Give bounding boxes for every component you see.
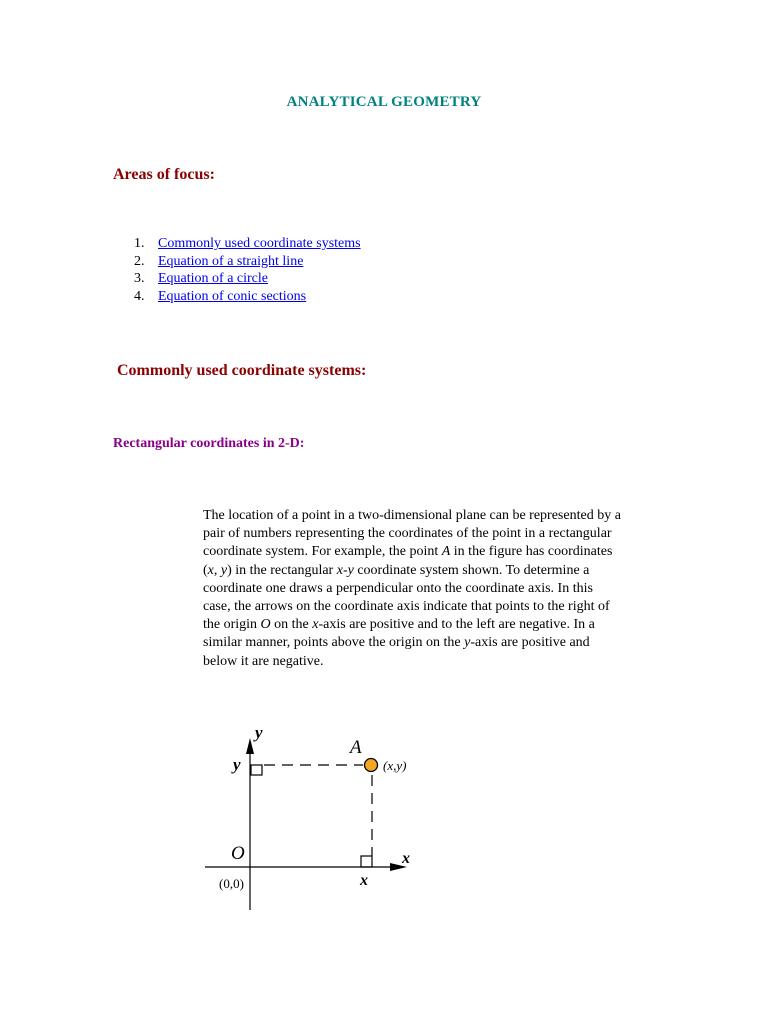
paragraph-line: similar manner, points above the origin on the y-axis are positive and <box>203 635 590 651</box>
point-a-label: A <box>350 737 362 758</box>
table-of-contents <box>134 235 361 306</box>
rectangular-coordinates-heading: Rectangular coordinates in 2-D: <box>113 436 305 451</box>
paragraph-line: coordinate system. For example, the point A in the figure has coordinates <box>203 544 613 560</box>
right-angle-marker-y <box>251 765 262 775</box>
paragraph-line: case, the arrows on the coordinate axis indicate that points to the right of <box>203 599 610 615</box>
origin-coordinates-label: (0,0) <box>219 876 244 891</box>
coordinate-system-figure <box>200 720 430 915</box>
y-tick-label: y <box>233 755 241 774</box>
toc-link-conic-sections[interactable]: Equation of conic sections <box>158 289 307 305</box>
origin-label: O <box>231 843 245 864</box>
paragraph-line: coordinate one draws a perpendicular onto the coordinate axis. In this <box>203 580 593 596</box>
toc-item <box>134 270 361 288</box>
paragraph-line: below it are negative. <box>203 653 324 669</box>
toc-link-straight-line[interactable]: Equation of a straight line <box>158 253 304 269</box>
paragraph-line: The location of a point in a two-dimensional plane can be represented by a <box>203 508 621 523</box>
paragraph-line: the origin O on the x-axis are positive and to the left are negative. In a <box>203 617 595 633</box>
y-axis-arrowhead <box>246 738 254 754</box>
coordinate-systems-heading: Commonly used coordinate systems: <box>117 362 367 379</box>
toc-item <box>134 288 361 306</box>
toc-item-number: 1. <box>134 236 145 251</box>
toc-link-coordinate-systems[interactable]: Commonly used coordinate systems <box>158 236 361 251</box>
areas-of-focus-heading: Areas of focus: <box>113 166 215 183</box>
toc-item-number: 4. <box>134 289 145 305</box>
toc-link-circle[interactable]: Equation of a circle <box>158 271 269 287</box>
page-title: ANALYTICAL GEOMETRY <box>286 94 482 110</box>
point-a-marker <box>365 759 378 772</box>
y-axis-label: y <box>255 723 263 742</box>
toc-item <box>134 253 361 271</box>
toc-item-number: 3. <box>134 271 145 287</box>
toc-item-number: 2. <box>134 253 145 269</box>
point-coordinates-label: (x,y) <box>383 758 407 773</box>
right-angle-marker-x <box>361 856 372 867</box>
x-axis-label: x <box>402 850 410 867</box>
toc-item <box>134 235 361 253</box>
explanation-paragraph <box>203 507 661 671</box>
paragraph-line: (x, y) in the rectangular x-y coordinate system shown. To determine a <box>203 562 590 578</box>
x-tick-label: x <box>360 872 368 889</box>
paragraph-line: pair of numbers representing the coordinates of the point in a rectangular <box>203 526 612 542</box>
